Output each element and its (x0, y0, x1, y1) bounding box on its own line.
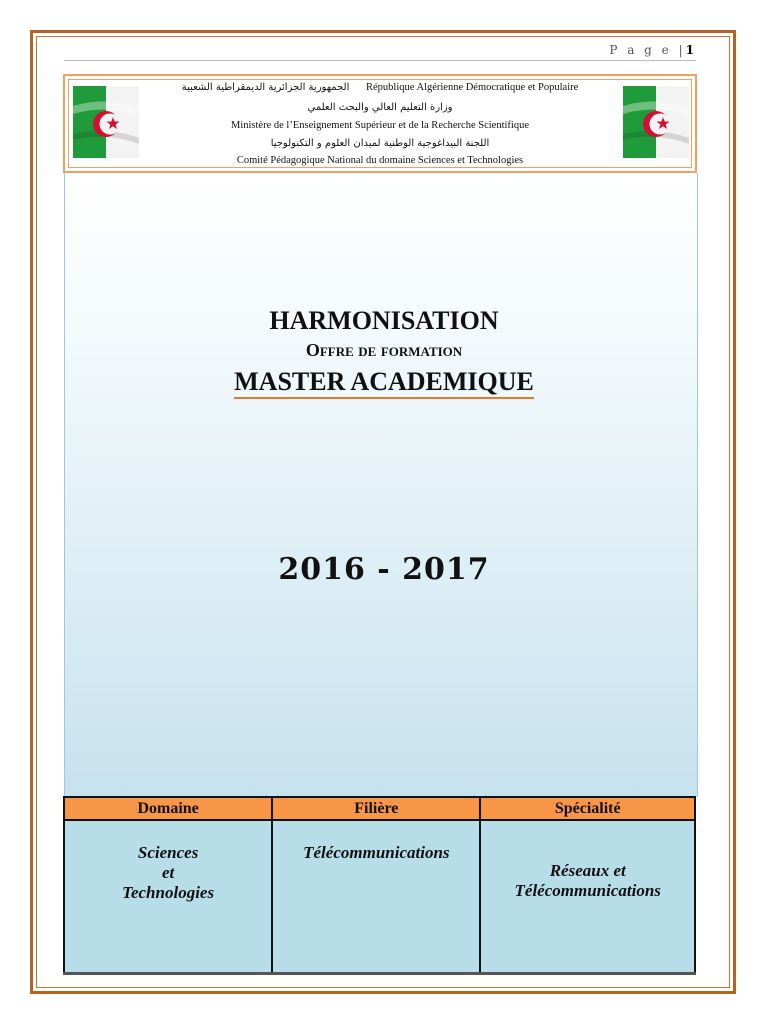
republic-french: République Algérienne Démocratique et Populaire (366, 82, 579, 93)
republic-arabic: الجمهورية الجزائرية الديمقراطية الشعبية (181, 82, 350, 93)
header-domaine: Domaine (64, 797, 272, 820)
title-harmonisation: HARMONISATION (269, 306, 499, 335)
committee-french: Comité Pédagogique National du domaine Sciences et Technologies (236, 155, 524, 166)
title-master-wrap (0, 367, 768, 399)
cell-domaine (64, 820, 272, 974)
algeria-flag-icon (623, 86, 689, 158)
page-number-value: 1 (685, 43, 694, 57)
table-header-row (64, 797, 695, 820)
ministry-arabic: وزارة التعليم العالي والبحث العلمي (307, 102, 453, 113)
cell-specialite (480, 820, 695, 974)
title-offre-formation: Offre de formation (305, 340, 463, 360)
academic-year: 2016 - 2017 (278, 552, 490, 587)
program-table (63, 796, 696, 975)
header-line-republic (155, 82, 605, 93)
institution-header (63, 74, 697, 173)
header-filiere: Filière (272, 797, 480, 820)
domaine-line: Sciences (137, 843, 199, 862)
specialite-line: Télécommunications (514, 881, 661, 900)
filiere-line: Télécommunications (303, 843, 450, 862)
cell-filiere (272, 820, 480, 974)
algeria-flag-icon (73, 86, 139, 158)
header-specialite: Spécialité (480, 797, 695, 820)
domaine-line: et (161, 863, 175, 882)
committee-arabic: اللجنة البيداغوجية الوطنية لميدان العلوم و التكنولوجيا (270, 138, 490, 149)
page-label: P a g e | (609, 43, 686, 57)
page-number (609, 43, 694, 57)
cover-panel (64, 173, 698, 797)
ministry-french: Ministère de l’Enseignement Supérieur et de la Recherche Scientifique (231, 120, 529, 131)
title-master-academique: MASTER ACADEMIQUE (234, 367, 534, 399)
domaine-line: Technologies (122, 883, 215, 902)
header-rule (64, 60, 696, 61)
specialite-line: Réseaux et (549, 861, 626, 880)
table-row (64, 820, 695, 974)
